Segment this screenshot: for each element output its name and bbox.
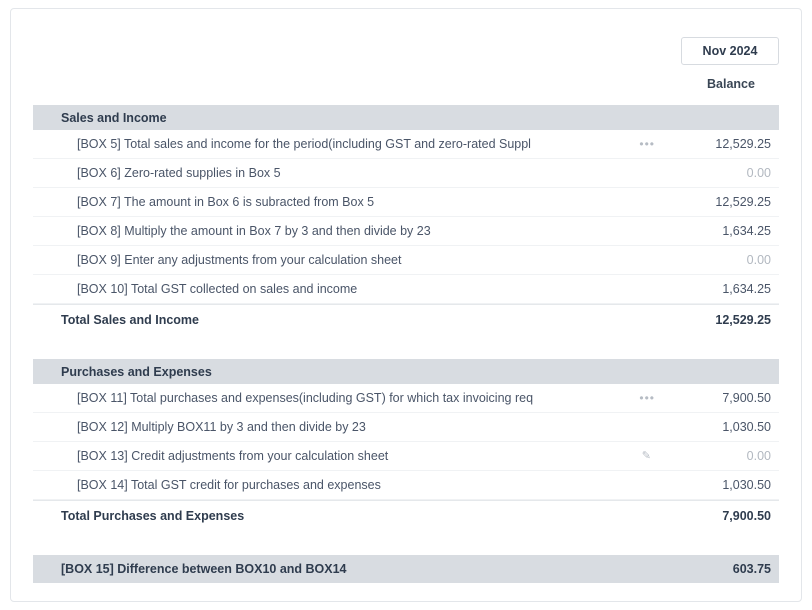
row-amount[interactable]: 7,900.50 — [722, 391, 771, 405]
table-row[interactable] — [33, 188, 779, 217]
table-row[interactable] — [33, 471, 779, 500]
section-spacer — [11, 335, 801, 359]
total-label: Total Purchases and Expenses — [61, 509, 245, 523]
row-label: [BOX 14] Total GST credit for purchases and expenses — [77, 478, 381, 492]
period-selector[interactable] — [681, 37, 779, 65]
gst-return-card — [10, 8, 802, 602]
row-label: [BOX 7] The amount in Box 6 is subracted from Box 5 — [77, 195, 375, 209]
row-amount[interactable]: 1,634.25 — [722, 224, 771, 238]
section-header-purchases — [33, 359, 779, 384]
row-amount[interactable]: 1,030.50 — [722, 420, 771, 434]
table-row[interactable] — [33, 246, 779, 275]
table-row[interactable] — [33, 275, 779, 304]
table-row[interactable] — [33, 159, 779, 188]
row-label: [BOX 6] Zero-rated supplies in Box 5 — [77, 166, 281, 180]
section-total-purchases — [33, 500, 779, 531]
report-header — [11, 9, 801, 105]
final-spacer — [11, 531, 801, 555]
row-amount[interactable]: 1,634.25 — [722, 282, 771, 296]
row-label: [BOX 12] Multiply BOX11 by 3 and then divide by 23 — [77, 420, 366, 434]
table-row[interactable] — [33, 384, 779, 413]
row-label: [BOX 9] Enter any adjustments from your calculation sheet — [77, 253, 402, 267]
row-amount[interactable]: 12,529.25 — [715, 137, 771, 151]
row-label: [BOX 13] Credit adjustments from your calculation sheet — [77, 449, 389, 463]
row-amount[interactable]: 12,529.25 — [715, 195, 771, 209]
section-title: Purchases and Expenses — [61, 364, 212, 379]
box15-difference-row — [33, 555, 779, 583]
final-label: [BOX 15] Difference between BOX10 and BOX14 — [61, 562, 347, 576]
total-amount: 12,529.25 — [715, 313, 771, 327]
section-sales-and-income — [33, 105, 779, 335]
section-total-sales — [33, 304, 779, 335]
pencil-icon[interactable]: ✎ — [641, 449, 651, 462]
table-row[interactable] — [33, 217, 779, 246]
balance-column-header: Balance — [707, 77, 755, 91]
final-amount: 603.75 — [732, 562, 771, 576]
section-header-sales — [33, 105, 779, 130]
period-label: Nov 2024 — [702, 44, 758, 58]
section-title: Sales and Income — [61, 110, 167, 125]
table-row[interactable] — [33, 413, 779, 442]
table-row[interactable] — [33, 442, 779, 471]
ellipsis-icon[interactable]: ••• — [639, 391, 655, 405]
section-purchases-and-expenses — [33, 359, 779, 531]
row-label: [BOX 10] Total GST collected on sales and income — [77, 282, 358, 296]
row-amount[interactable]: 0.00 — [746, 449, 771, 463]
total-label: Total Sales and Income — [61, 313, 200, 327]
total-amount: 7,900.50 — [722, 509, 771, 523]
row-amount[interactable]: 1,030.50 — [722, 478, 771, 492]
row-amount[interactable]: 0.00 — [746, 166, 771, 180]
row-label: [BOX 8] Multiply the amount in Box 7 by 3 and then divide by 23 — [77, 224, 431, 238]
row-amount[interactable]: 0.00 — [746, 253, 771, 267]
row-label: [BOX 11] Total purchases and expenses(including GST) for which tax invoicing req — [77, 391, 534, 405]
table-row[interactable] — [33, 130, 779, 159]
ellipsis-icon[interactable]: ••• — [639, 137, 655, 151]
row-label: [BOX 5] Total sales and income for the period(including GST and zero-rated Suppl — [77, 137, 531, 151]
